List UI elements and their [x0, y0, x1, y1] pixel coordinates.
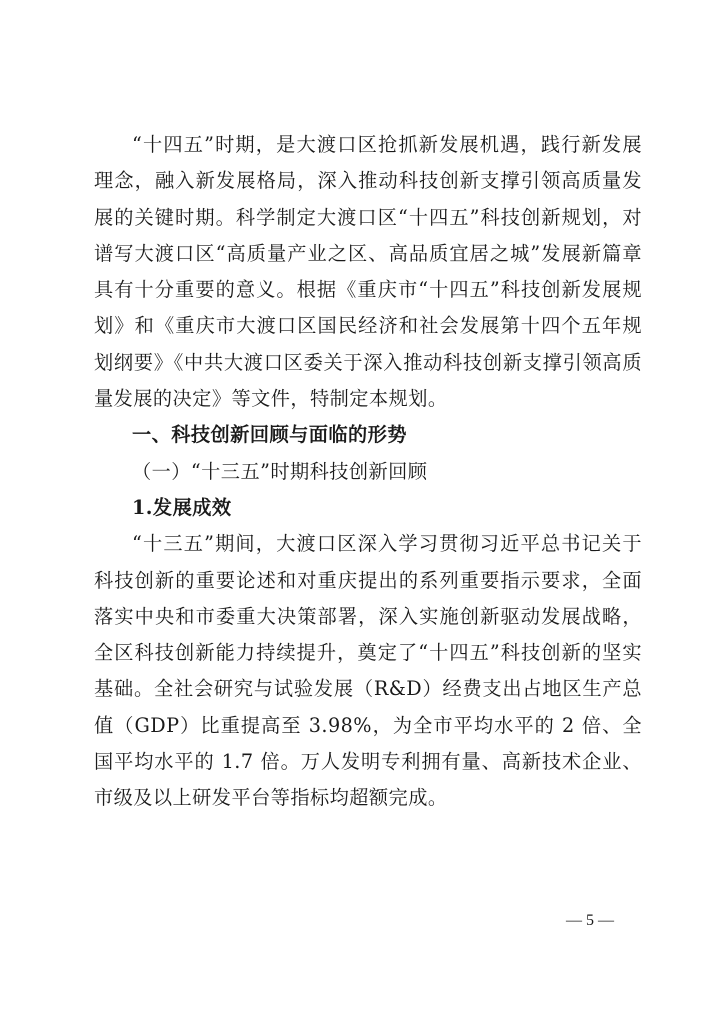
page-number: — 5 —: [566, 912, 614, 929]
intro-paragraph: “十四五”时期，是大渡口区抢抓新发展机遇，践行新发展理念，融入新发展格局，深入推动科技创新支撑引领高质量发展的关键时期。科学制定大渡口区“十四五”科技创新规划，对谱写大渡口区“高质量产业之区、高品质宜居之城”发展新篇章具有十分重要的意义。根据《重庆市“十四五”科技创新发展规划》和《重庆市大渡口区国民经济和社会发展第十四个五年规划纲要》《中共大渡口区委关于深入推动科技创新支撑引领高质量发展的决定》等文件，特制定本规划。: [94, 133, 642, 411]
subsection-heading: （一）“十三五”时期科技创新回顾: [132, 459, 428, 483]
item-heading: 1.发展成效: [132, 495, 232, 519]
section-heading: 一、科技创新回顾与面临的形势: [132, 423, 407, 447]
document-body: [94, 127, 642, 817]
body-paragraph: “十三五”期间，大渡口区深入学习贯彻习近平总书记关于科技创新的重要论述和对重庆提出的系列重要指示要求，全面落实中央和市委重大决策部署，深入实施创新驱动发展战略，全区科技创新能力持续提升，奠定了“十四五”科技创新的坚实基础。全社会研究与试验发展（R&D）经费支出占地区生产总值（GDP）比重提高至 3.98%，为全市平均水平的 2 倍、全国平均水平的 1.7 倍。万人发明专利拥有量、高新技术企业、市级及以上研发平台等指标均超额完成。: [94, 532, 642, 810]
